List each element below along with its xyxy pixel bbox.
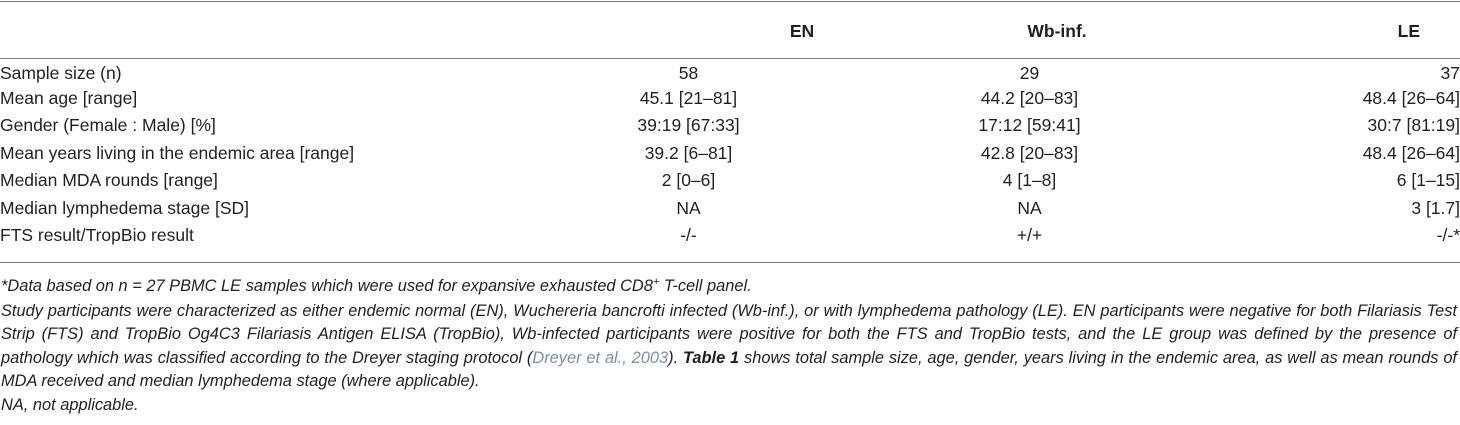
header-en: EN — [789, 20, 815, 41]
footnote-description — [1, 300, 1457, 394]
row-label: FTS result/TropBio result — [0, 225, 194, 246]
row-label: Median lymphedema stage [SD] — [0, 197, 250, 218]
cell-en: 39:19 [67:33] — [637, 115, 740, 136]
cell-wb: +/+ — [1016, 225, 1043, 246]
header-empty — [0, 0, 530, 57]
cell-le: 37 — [1440, 63, 1460, 84]
cell-wb: 44.2 [20–83] — [980, 87, 1079, 108]
citation-link[interactable]: Dreyer et al., 2003 — [532, 348, 669, 367]
footnote-asterisk-tail: T-cell panel. — [659, 277, 752, 295]
cell-le: 6 [1–15] — [1396, 170, 1460, 191]
footnote-asterisk — [1, 275, 1457, 299]
cell-en: 39.2 [6–81] — [644, 142, 733, 163]
footnote-abbreviation: NA, not applicable. — [1, 395, 139, 414]
table-row — [0, 85, 1460, 113]
table-reference: Table 1 — [683, 348, 740, 367]
table-row — [0, 140, 1460, 168]
row-label: Gender (Female : Male) [%] — [0, 115, 216, 136]
header-wb-inf: Wb-inf. — [1027, 20, 1087, 41]
table-header-row — [0, 0, 1460, 57]
table-row — [0, 57, 1460, 85]
row-label: Mean age [range] — [0, 87, 138, 108]
cell-le: 48.4 [26–64] — [1362, 142, 1460, 163]
row-label: Median MDA rounds [range] — [0, 170, 218, 191]
cell-en: 2 [0–6] — [661, 170, 716, 191]
table-row — [0, 167, 1460, 195]
cell-en: NA — [676, 197, 701, 218]
footnote-description-part-a: Study participants were characterized as either endemic normal (EN), Wuchereria bancrofti infected (Wb-inf.), or with lymphedema pathology (LE). EN participants were negative for both Filariasis Test Strip (FTS) and TropBio Og4C3 Filariasis Antigen ELISA (TropBio), Wb-infected participants were positive for both the FTS and TropBio tests, and the LE group was defined by the presence of pathology which was classified according to the Dreyer staging protocol ( — [1, 301, 1457, 367]
cell-wb: 42.8 [20–83] — [980, 142, 1079, 163]
cell-en: 58 — [678, 63, 699, 84]
table-bottom-rule — [0, 262, 1460, 263]
row-label: Sample size (n) — [0, 63, 122, 84]
table-footnotes — [1, 275, 1457, 418]
cell-le: 30:7 [81:19] — [1367, 115, 1460, 136]
footnote-description-part-b: ). — [668, 348, 683, 367]
table-row — [0, 222, 1460, 250]
cell-le: -/-* — [1436, 225, 1460, 246]
cell-en: 45.1 [21–81] — [639, 87, 738, 108]
header-le: LE — [1397, 20, 1420, 41]
cell-wb: 17:12 [59:41] — [978, 115, 1081, 136]
cell-le: 3 [1.7] — [1411, 197, 1460, 218]
footnote-asterisk-text: *Data based on n = 27 PBMC LE samples which were used for expansive exhausted CD8 — [1, 277, 653, 295]
superscript-plus: + — [652, 276, 660, 288]
row-label: Mean years living in the endemic area [range] — [0, 142, 355, 163]
cell-wb: 4 [1–8] — [1002, 170, 1057, 191]
table-row — [0, 112, 1460, 140]
cell-le: 48.4 [26–64] — [1362, 87, 1460, 108]
footnote-description-part-c: shows total sample size, age, gender, years living in the endemic area, as well as mean rounds of MDA received and median lymphedema stage (where applicable). — [1, 348, 1457, 391]
cell-wb: NA — [1017, 197, 1042, 218]
table-row — [0, 195, 1460, 223]
cell-wb: 29 — [1019, 63, 1040, 84]
cell-en: -/- — [680, 225, 697, 246]
